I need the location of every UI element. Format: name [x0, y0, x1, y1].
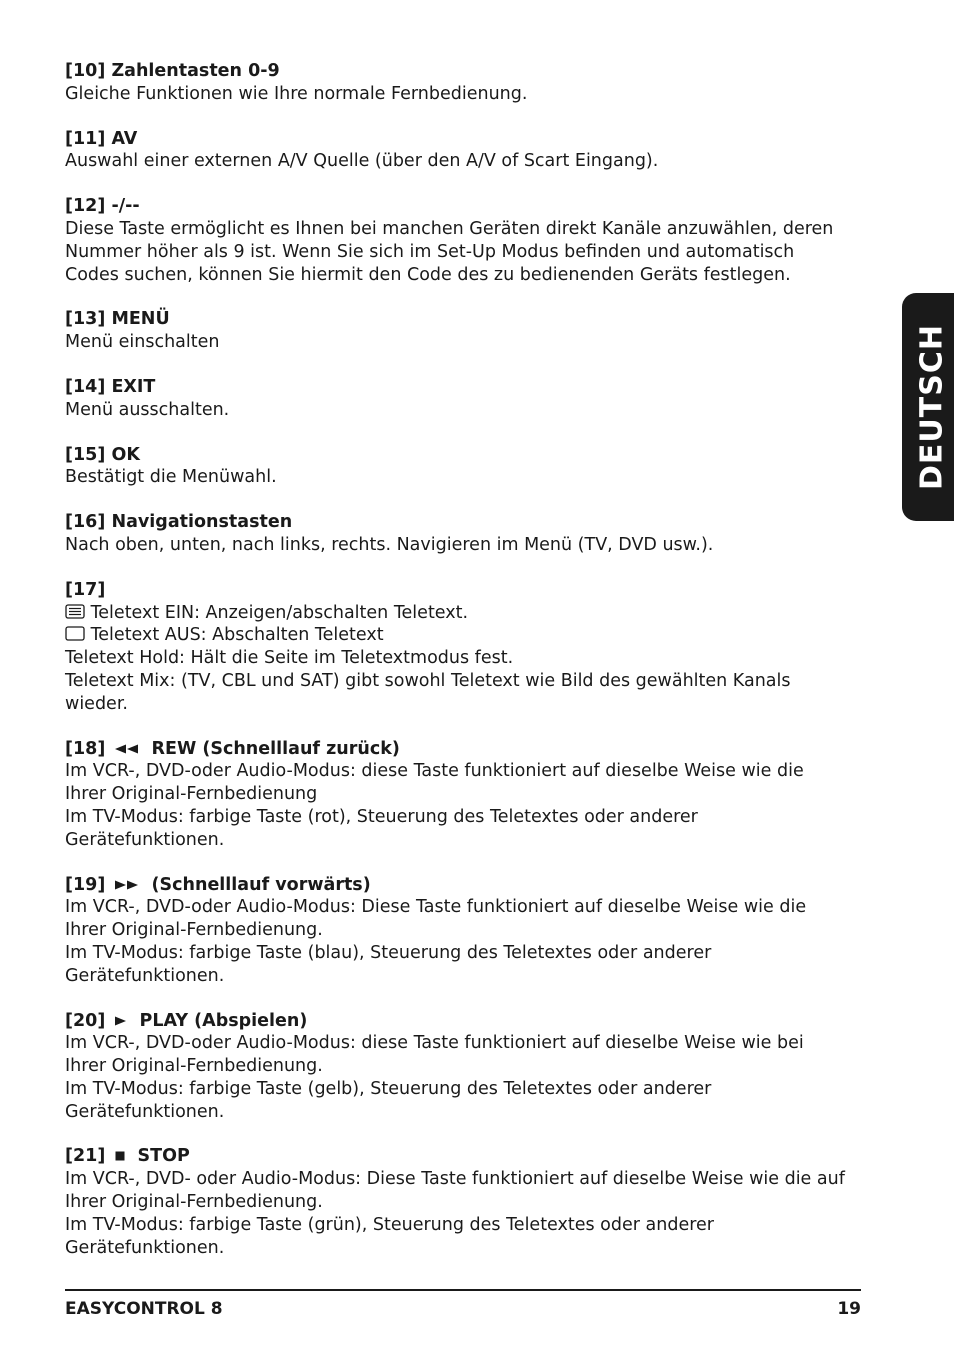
section-heading: [16] Navigationstasten	[65, 512, 293, 533]
section-12	[65, 195, 865, 286]
section-13	[65, 308, 865, 354]
section-15	[65, 444, 865, 490]
stop-icon	[115, 1151, 125, 1161]
section-heading	[65, 874, 865, 897]
teletext-on-line	[65, 602, 865, 625]
section-11	[65, 128, 865, 174]
section-21	[65, 1145, 865, 1259]
section-text: Ihrer Original-Fernbedienung.	[65, 1056, 323, 1077]
section-text: Teletext EIN: Anzeigen/abschalten Teletext.	[90, 602, 469, 623]
section-text: Auswahl einer externen A/V Quelle (über den A/V of Scart Eingang).	[65, 151, 659, 172]
section-text: Menü ausschalten.	[65, 399, 230, 420]
section-text: Nach oben, unten, nach links, rechts. Navigieren im Menü (TV, DVD usw.).	[65, 534, 714, 555]
section-heading	[65, 738, 865, 761]
section-16	[65, 511, 865, 557]
section-text: Ihrer Original-Fernbedienung.	[65, 920, 323, 941]
footer-divider	[65, 1289, 861, 1291]
teletext-off-line	[65, 624, 865, 647]
heading-number: [19]	[65, 874, 106, 895]
heading-number: [21]	[65, 1146, 106, 1167]
section-text: Gleiche Funktionen wie Ihre normale Fernbedienung.	[65, 83, 528, 104]
section-heading	[65, 1010, 865, 1033]
section-heading: [15] OK	[65, 444, 140, 465]
heading-text: (Schnelllauf vorwärts)	[151, 874, 371, 895]
section-text: Gerätefunktionen.	[65, 1237, 225, 1258]
section-17	[65, 579, 865, 716]
section-text: wieder.	[65, 693, 128, 714]
section-text: Im VCR-, DVD-oder Audio-Modus: diese Taste funktioniert auf dieselbe Weise wie die	[65, 761, 804, 782]
page-number: 19	[837, 1299, 861, 1319]
section-heading: [17]	[65, 579, 106, 600]
section-text: Im TV-Modus: farbige Taste (gelb), Steuerung des Teletextes oder anderer	[65, 1078, 712, 1099]
section-text: Nummer höher als 9 ist. Wenn Sie sich im Set-Up Modus befinden und automatisch	[65, 241, 795, 262]
teletext-on-icon	[65, 604, 85, 619]
section-heading: [14] EXIT	[65, 376, 156, 397]
section-18	[65, 738, 865, 852]
section-text: Teletext Mix: (TV, CBL und SAT) gibt sowohl Teletext wie Bild des gewählten Kanals	[65, 670, 791, 691]
play-icon	[115, 1016, 127, 1026]
heading-text: PLAY (Abspielen)	[139, 1010, 308, 1031]
heading-number: [20]	[65, 1010, 106, 1031]
section-text: Im TV-Modus: farbige Taste (grün), Steuerung des Teletextes oder anderer	[65, 1214, 714, 1235]
manual-content	[65, 60, 865, 1281]
section-20	[65, 1010, 865, 1124]
language-label: DEUTSCH	[914, 324, 950, 490]
section-text: Bestätigt die Menüwahl.	[65, 467, 277, 488]
section-text: Gerätefunktionen.	[65, 965, 225, 986]
section-19	[65, 874, 865, 988]
section-heading: [11] AV	[65, 128, 138, 149]
section-10	[65, 60, 865, 106]
section-text: Gerätefunktionen.	[65, 829, 225, 850]
section-heading: [13] MENÜ	[65, 309, 170, 330]
section-text: Menü einschalten	[65, 332, 220, 353]
section-text: Im VCR-, DVD-oder Audio-Modus: Diese Taste funktioniert auf dieselbe Weise wie die	[65, 897, 807, 918]
heading-number: [18]	[65, 738, 106, 759]
section-text: Teletext AUS: Abschalten Teletext	[90, 625, 384, 646]
section-text: Im VCR-, DVD-oder Audio-Modus: diese Taste funktioniert auf dieselbe Weise wie bei	[65, 1033, 804, 1054]
section-text: Gerätefunktionen.	[65, 1101, 225, 1122]
section-text: Ihrer Original-Fernbedienung	[65, 784, 318, 805]
language-side-tab	[902, 293, 954, 521]
fast-forward-icon	[115, 880, 139, 890]
heading-text: STOP	[137, 1146, 190, 1167]
section-text: Codes suchen, können Sie hiermit den Code des zu bedienenden Geräts festlegen.	[65, 264, 791, 285]
section-text: Im TV-Modus: farbige Taste (blau), Steuerung des Teletextes oder anderer	[65, 942, 712, 963]
section-text: Ihrer Original-Fernbedienung.	[65, 1192, 323, 1213]
heading-text: REW (Schnelllauf zurück)	[151, 738, 400, 759]
teletext-off-icon	[65, 626, 85, 641]
section-heading	[65, 1145, 865, 1168]
page-footer	[65, 1299, 861, 1319]
section-14	[65, 376, 865, 422]
section-text: Diese Taste ermöglicht es Ihnen bei manchen Geräten direkt Kanäle anzuwählen, deren	[65, 218, 834, 239]
section-text: Im TV-Modus: farbige Taste (rot), Steuerung des Teletextes oder anderer	[65, 806, 698, 827]
rewind-icon	[115, 744, 139, 754]
product-name: EASYCONTROL 8	[65, 1299, 223, 1319]
section-text: Teletext Hold: Hält die Seite im Teletextmodus fest.	[65, 648, 514, 669]
section-text: Im VCR-, DVD- oder Audio-Modus: Diese Taste funktioniert auf dieselbe Weise wie die auf	[65, 1169, 845, 1190]
section-heading: [12] -/--	[65, 196, 140, 217]
section-heading: [10] Zahlentasten 0-9	[65, 61, 280, 81]
